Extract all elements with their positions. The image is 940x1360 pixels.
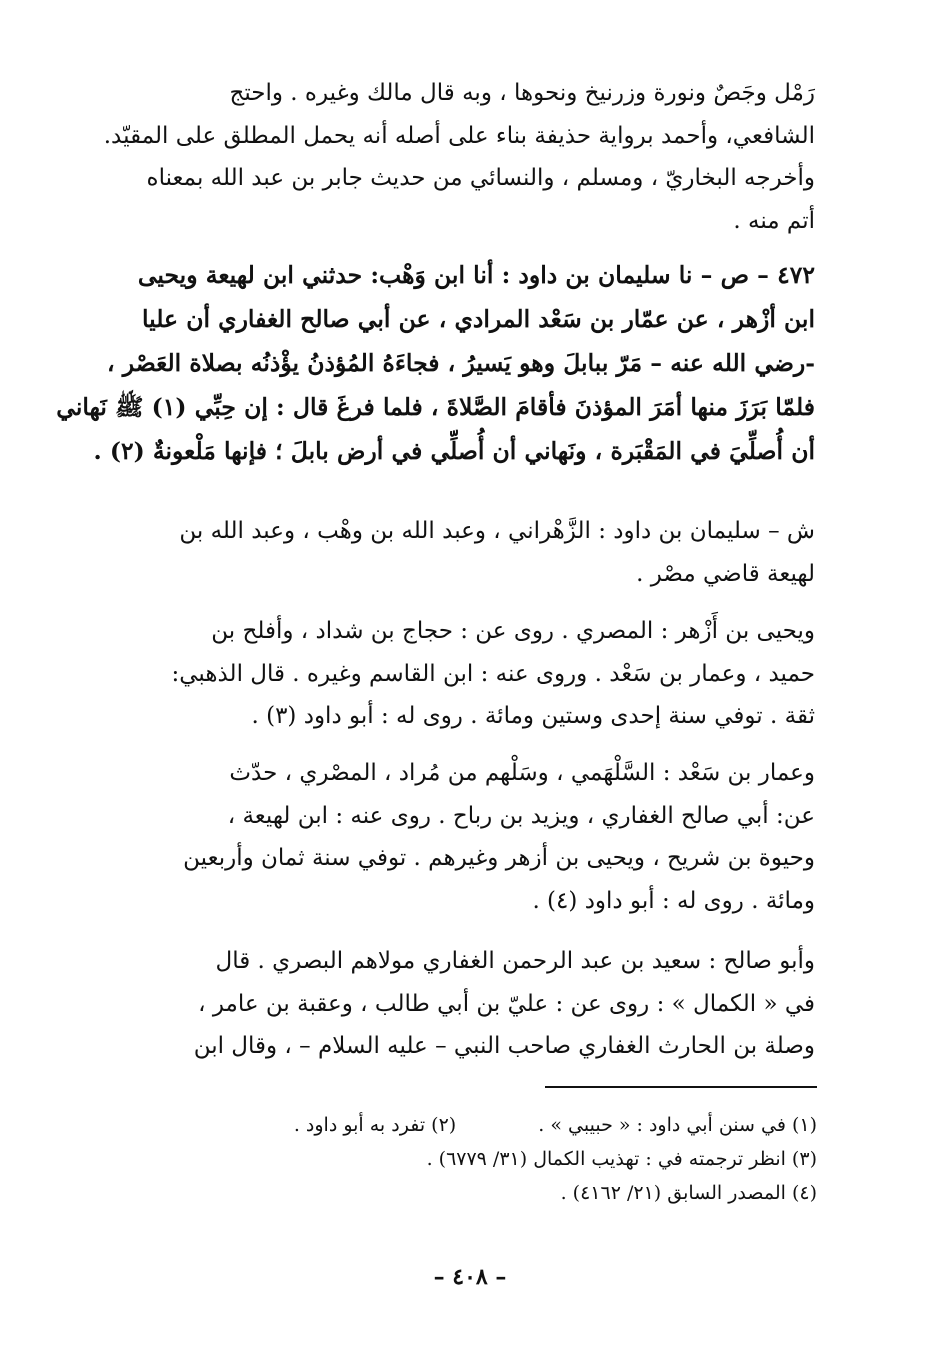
paragraph-intro-commentary bbox=[103, 72, 815, 242]
text-line: ابن أزْهر ، عن عمّار بن سَعْد المرادي ، عن أبي صالح الغفاري أن عليا bbox=[141, 305, 815, 333]
paragraph-ammar-bin-saad bbox=[130, 752, 815, 922]
text-line: حميد ، وعمار بن سَعْد . وروى عنه : ابن القاسم وغيره . قال الذهبي: bbox=[171, 660, 815, 687]
text-line: ثقة . توفي سنة إحدى وستين ومائة . روى له : أبو داود (٣) . bbox=[251, 703, 815, 729]
text-line: وحيوة بن شريح ، ويحيى بن أزهر وغيرهم . توفي سنة ثمان وأربعين bbox=[183, 845, 815, 871]
text-line: لهيعة قاضي مصْر . bbox=[636, 560, 815, 587]
text-line: فلمّا بَرَزَ منها أمَرَ المؤذنَ فأقامَ الصَّلاةَ ، فلما فرغَ قال : إن حِبِّي (١) ﷺ نَهاني bbox=[56, 393, 815, 421]
text-line: الشافعي، وأحمد برواية حذيفة بناء على أصله أنه يحمل المطلق على المقيّد. bbox=[103, 122, 815, 149]
footnote-row bbox=[200, 1108, 817, 1142]
footnote-divider bbox=[545, 1086, 817, 1088]
text-line: وعمار بن سَعْد : السَّلْهَمي ، وسَلْهم من مُراد ، المصْري ، حدّث bbox=[229, 760, 815, 786]
text-line: أن أُصلِّيَ في المَقْبَرة ، ونَهاني أن أُصلِّي في أرض بابلَ ؛ فإنها مَلْعونةٌ (٢) . bbox=[93, 437, 815, 465]
hadith-text-472 bbox=[56, 253, 815, 473]
text-line: وصلة بن الحارث الغفاري صاحب النبي – عليه السلام – ، وقال ابن bbox=[193, 1033, 815, 1059]
text-line: -رضي الله عنه – مَرّ ببابلَ وهو يَسيرُ ، فجاءَهُ المُؤذنُ يؤْذنُه بصلاة العَصْر ، bbox=[107, 349, 815, 377]
footnote-2: (٢) تفرد به أبو داود . bbox=[293, 1114, 457, 1136]
paragraph-abu-salih bbox=[130, 940, 815, 1068]
text-line: ش – سليمان بن داود : الزَّهْراني ، وعبد الله بن وهْب ، وعبد الله بن bbox=[179, 518, 815, 544]
text-line: وأبو صالح : سعيد بن عبد الرحمن الغفاري مولاهم البصري . قال bbox=[215, 948, 815, 974]
footnotes bbox=[200, 1108, 817, 1210]
text-line: ومائة . روى له : أبو داود (٤) . bbox=[532, 887, 815, 914]
text-line: وأخرجه البخاريّ ، ومسلم ، والنسائي من حديث جابر بن عبد الله بمعناه bbox=[146, 165, 815, 191]
text-line: ويحيى بن أَزْهر : المصري . روى عن : حجاج بن شداد ، وأفلح بن bbox=[211, 618, 815, 644]
footnote-3: (٣) انظر ترجمته في : تهذيب الكمال (٣١/ ٦٧٧٩) . bbox=[426, 1148, 817, 1170]
text-line: رَمْل وجَصٌ ونورة وزرنيخ ونحوها ، وبه قال مالك وغيره . واحتج bbox=[229, 80, 815, 106]
text-line: أتم منه . bbox=[733, 207, 815, 234]
paragraph-yahya-bin-azhar bbox=[130, 610, 815, 738]
page-number: – ٤٠٨ – bbox=[433, 1264, 507, 1290]
paragraph-commentary-narrators bbox=[130, 510, 815, 595]
text-line: عن: أبي صالح الغفاري ، ويزيد بن رباح . روى عنه : ابن لهيعة ، bbox=[227, 802, 815, 829]
footnote-4: (٤) المصدر السابق (٢١/ ٤١٦٢) . bbox=[560, 1182, 817, 1204]
text-line: في « الكمال » : روى عن : عليّ بن أبي طالب ، وعقبة بن عامر ، bbox=[198, 990, 815, 1017]
footnote-1: (١) في سنن أبي داود : « حبيبي » . bbox=[538, 1114, 817, 1136]
text-line: ٤٧٢ – ص – نا سليمان بن داود : أنا ابن وَهْب: حدثني ابن لهيعة ويحيى bbox=[137, 261, 815, 289]
